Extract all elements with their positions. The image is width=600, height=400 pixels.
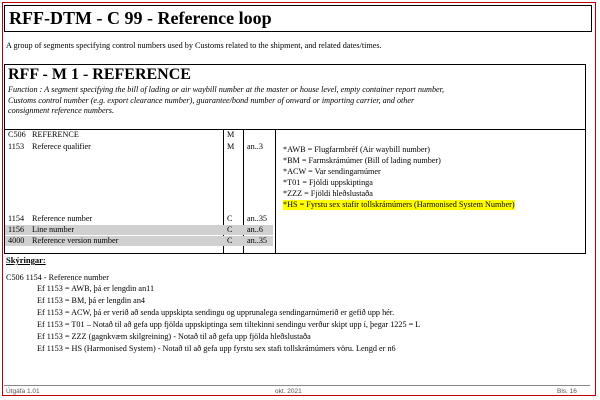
footer-divider: [4, 385, 590, 386]
footer-date: okt. 2021: [275, 388, 302, 395]
qualifier-item-highlighted: *HS = Fyrstu sex stafir tollskrámúmers (Harmonised System Number): [283, 200, 515, 209]
qualifier-item: *T01 = Fjöldi uppskiptinga: [283, 178, 373, 187]
segment-title: RFF - M 1 - REFERENCE: [8, 66, 191, 83]
row-status: M: [227, 142, 235, 151]
note-line: Ef 1153 = ZZZ (gagnkvæm skilgreining) - Notað til að gefa upp fjölda hleðslustaða: [37, 332, 311, 341]
function-line: Function : A segment specifying the bill of lading or air waybill number at the master or house level, empty container report number,: [8, 85, 444, 94]
row-name: Line number: [32, 225, 75, 234]
note-line: Ef 1153 = BM, þá er lengdin an4: [37, 296, 146, 305]
footer-page-number: Bls. 16: [557, 388, 577, 395]
row-status: C: [227, 225, 233, 234]
qualifier-item: *AWB = Flugfarmbréf (Air waybill number): [283, 145, 430, 154]
row-status: M: [227, 130, 235, 139]
intro-text: A group of segments specifying control numbers used by Customs related to the shipment, and related dates/times.: [6, 41, 382, 50]
row-format: an..6: [247, 225, 263, 234]
page-title: RFF-DTM - C 99 - Reference loop: [9, 8, 272, 28]
segment-box: [4, 64, 586, 254]
row-name: Reference number: [32, 214, 93, 223]
function-line: Customs control number (e.g. export clearance number), guarantee/bond number of onward or importing carrier, and other: [8, 95, 415, 105]
table-top-border: [5, 129, 585, 130]
row-name: Reference version number: [32, 236, 119, 245]
function-text: [8, 85, 574, 117]
row-code: 1154: [8, 214, 25, 223]
footer-version: Útgáfa 1.01: [6, 388, 40, 395]
function-line: consignment reference numbers.: [8, 106, 115, 115]
row-status: C: [227, 236, 233, 245]
qualifier-item: *ACW = Var sendingarnúmer: [283, 167, 381, 176]
notes-title: Skýringar:: [6, 255, 46, 265]
qualifier-column-divider: [275, 129, 276, 253]
row-status: C: [227, 214, 233, 223]
row-name: REFERENCE: [32, 130, 79, 139]
qualifier-item: *BM = Farmskrámúmer (Bill of lading number): [283, 156, 441, 165]
row-name: Referece qualifier: [32, 142, 91, 151]
row-format: an..3: [247, 142, 263, 151]
row-format: an..35: [247, 214, 268, 223]
row-format: an..35: [247, 236, 268, 245]
notes-heading: C506 1154 - Reference number: [6, 273, 109, 282]
row-code: 1153: [8, 142, 25, 151]
note-line: Ef 1153 = T01 – Notað til að gefa upp fjölda uppskiptinga sem tiltekinni sendingu verður skipt upp í, þegar 1225 = L: [37, 320, 421, 329]
row-code: 4000: [8, 236, 25, 245]
title-box: [4, 5, 592, 32]
note-line: Ef 1153 = AWB, þá er lengdin an11: [37, 284, 155, 293]
qualifier-item: *ZZZ = Fjöldi hleðslustaða: [283, 189, 373, 198]
note-line: Ef 1153 = HS (Harmonised System) - Notað til að gefa upp fyrstu sex stafi tollskrámúmers vöru. Lengd er n6: [37, 344, 396, 353]
row-code: C506: [8, 130, 26, 139]
note-line: Ef 1153 = ACW, þá er verið að senda uppskipta sendingu og upprunalega sendingarnúmerið er gefið upp hér.: [37, 308, 395, 317]
row-code: 1156: [8, 225, 25, 234]
